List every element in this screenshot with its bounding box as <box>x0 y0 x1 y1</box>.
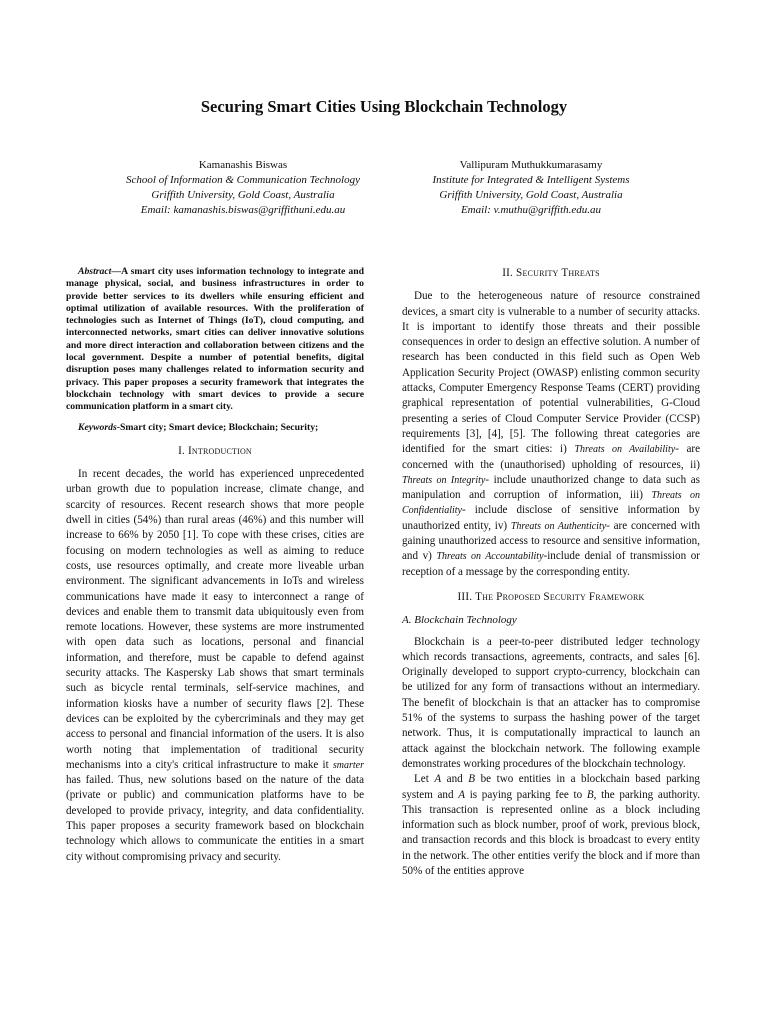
threat-accountability: Threats on Accountability <box>436 551 544 563</box>
author-name: Vallipuram Muthukkumarasamy <box>459 159 603 171</box>
intro-italic-smarter: smarter <box>332 759 364 771</box>
bc-text: and <box>441 773 469 786</box>
section-heading-security-threats: II. Security Threats <box>502 267 600 279</box>
security-threats-paragraph <box>402 289 700 580</box>
author-block-2 <box>381 158 681 218</box>
threats-text: Due to the heterogeneous nature of resource constrained devices, a smart city is vulnerable to a number of security attacks. It is important to identify those threats and their possible consequences in order to design an effective solution. A number of research has been conducted in this field such as Open Web Application Security Project (OWASP) enlisting common security attacks, Computer Emergency Response Teams (CERT) providing graphical representation of potential vulnerabilities, G-Cloud presenting a series of Cloud Computer Service Provider (CCSP) requirements [3], [4], [5]. The following threat categories are identified for the smart cities: i) <box>402 290 700 456</box>
introduction-paragraph <box>66 467 364 865</box>
entity-a: A <box>434 773 442 786</box>
threat-authenticity: Threats on Authenticity <box>510 520 607 532</box>
intro-text-end: has failed. Thus, new solutions based on the nature of the data (private or public) and communication platforms have to be developed to provide privacy, integrity, and data confidentiality. This paper proposes a security framework based on blockchain technology which allows to communicate the entities in a smart city without compromising privacy and security. <box>66 774 364 863</box>
threats-text: - are concerned with gaining unauthorized access to resource and sensitive information, and v) <box>402 519 701 563</box>
threat-confidentiality: Threats on Confidentiality <box>402 490 700 517</box>
bc-text: is paying parking fee to <box>465 788 587 801</box>
abstract <box>66 266 364 414</box>
entity-a: A <box>458 788 466 801</box>
author-affiliation: Institute for Integrated & Intelligent Systems <box>432 174 630 186</box>
bc-text: be two entities in a blockchain based parking system and <box>402 773 700 801</box>
left-column <box>66 266 364 865</box>
keywords-text: -Smart city; Smart device; Blockchain; Security; <box>116 421 319 433</box>
intro-text: In recent decades, the world has experienced unprecedented urban growth due to population increase, climate change, and scarcity of resources. Recent research shows that more people dwell in cities (54%) than rural areas (46%) and this number will increase to 66% by 2050 [1]. To cope with these crises, cities are focusing on modern technologies as well as aiming to reduce costs, use resources optimally, and create more liveable urban environment. The significant advancements in IoTs and wireless communications have made it easy to interconnect a range of devices and enable them to transmit data ubiquitously even from remote locations. However, these systems are more instrumented with open data such as locations, personal and financial information, and therefore, must be capable to defend against security attacks. The Kaspersky Lab shows that smart terminals such as bicycle rental terminals, self-service machines, and information kiosks have a number of security flaws [2]. These devices can be exploited by the cybercriminals and they may get access to personal and financial information of the users. It is also worth noting that implementation of traditional security mechanisms into a city's critical infrastructure to make it <box>66 468 364 771</box>
right-column <box>402 266 700 879</box>
keywords-lead: Keywords <box>78 421 117 433</box>
blockchain-paragraph-1: Blockchain is a peer-to-peer distributed ledger technology which records transactions, agreements, contracts, and sales [6]. Originally developed to support crypto-currency, blockchain can be utilized for any form of transactions without an intermediary. The benefit of blockchain is that an attacker has to compromise 51% of the systems to surpass the hashing power of the target network. Thus, it is computationally impractical to launch an attack against the blockchain network. The following example demonstrates working procedures of the blockchain technology. <box>402 635 700 770</box>
author-block-1 <box>93 158 393 218</box>
threats-text: - are concerned with the (unauthorised) upholding of resources, ii) <box>402 443 701 471</box>
subsection-heading-blockchain: A. Blockchain Technology <box>402 614 517 627</box>
threat-availability: Threats on Availability <box>574 444 676 456</box>
entity-b: B <box>586 788 594 801</box>
paper-title: Securing Smart Cities Using Blockchain Technology <box>200 97 568 116</box>
author-email: Email: v.muthu@griffith.edu.au <box>460 204 602 216</box>
keywords <box>66 422 364 434</box>
blockchain-paragraph-2 <box>402 772 700 879</box>
section-heading-proposed-framework: III. The Proposed Security Framework <box>457 590 645 603</box>
abstract-text: —A smart city uses information technology to integrate and manage physical, social, and business infrastructures in order to provide better services to its dwellers while ensuring efficient and optimal utilization of available resources. With the proliferation of technologies such as Internet of Things (IoT), cloud computing, and interconnected networks, smart cities can deliver innovative solutions and more direct interaction and collaboration between citizens and the local government. Despite a number of potential benefits, digital disruption poses many challenges related to information security and privacy. This paper proposes a security framework that integrates the blockchain technology with smart devices to provide a secure communication platform in a smart city. <box>66 266 364 413</box>
bc-text: , the parking authority. This transaction is represented online as a block including information such as block number, proof of work, previous block, and transaction records and this block is broadcast to every entity in the network. The other entities verify the block and if more than 50% of the entities approve <box>402 788 701 877</box>
abstract-lead: Abstract <box>78 266 112 277</box>
threats-text: - include disclose of sensitive information by unauthorized entity, iv) <box>402 504 700 532</box>
author-email: Email: kamanashis.biswas@griffithuni.edu.au <box>140 204 346 216</box>
author-affiliation: School of Information & Communication Technology <box>126 174 360 186</box>
author-name: Kamanashis Biswas <box>198 159 288 171</box>
entity-b: B <box>468 773 476 786</box>
author-university: Griffith University, Gold Coast, Australia <box>151 189 335 201</box>
section-heading-introduction: I. Introduction <box>178 444 252 457</box>
threats-text: - include unauthorized change to data such as manipulation and corruption of information, iii) <box>402 473 700 502</box>
threats-text: -include denial of transmission or reception of a message by the corresponding entity. <box>402 550 700 578</box>
author-university: Griffith University, Gold Coast, Australia <box>439 189 623 201</box>
threat-integrity: Threats on Integrity <box>402 474 486 486</box>
bc-text: Let <box>414 773 435 786</box>
